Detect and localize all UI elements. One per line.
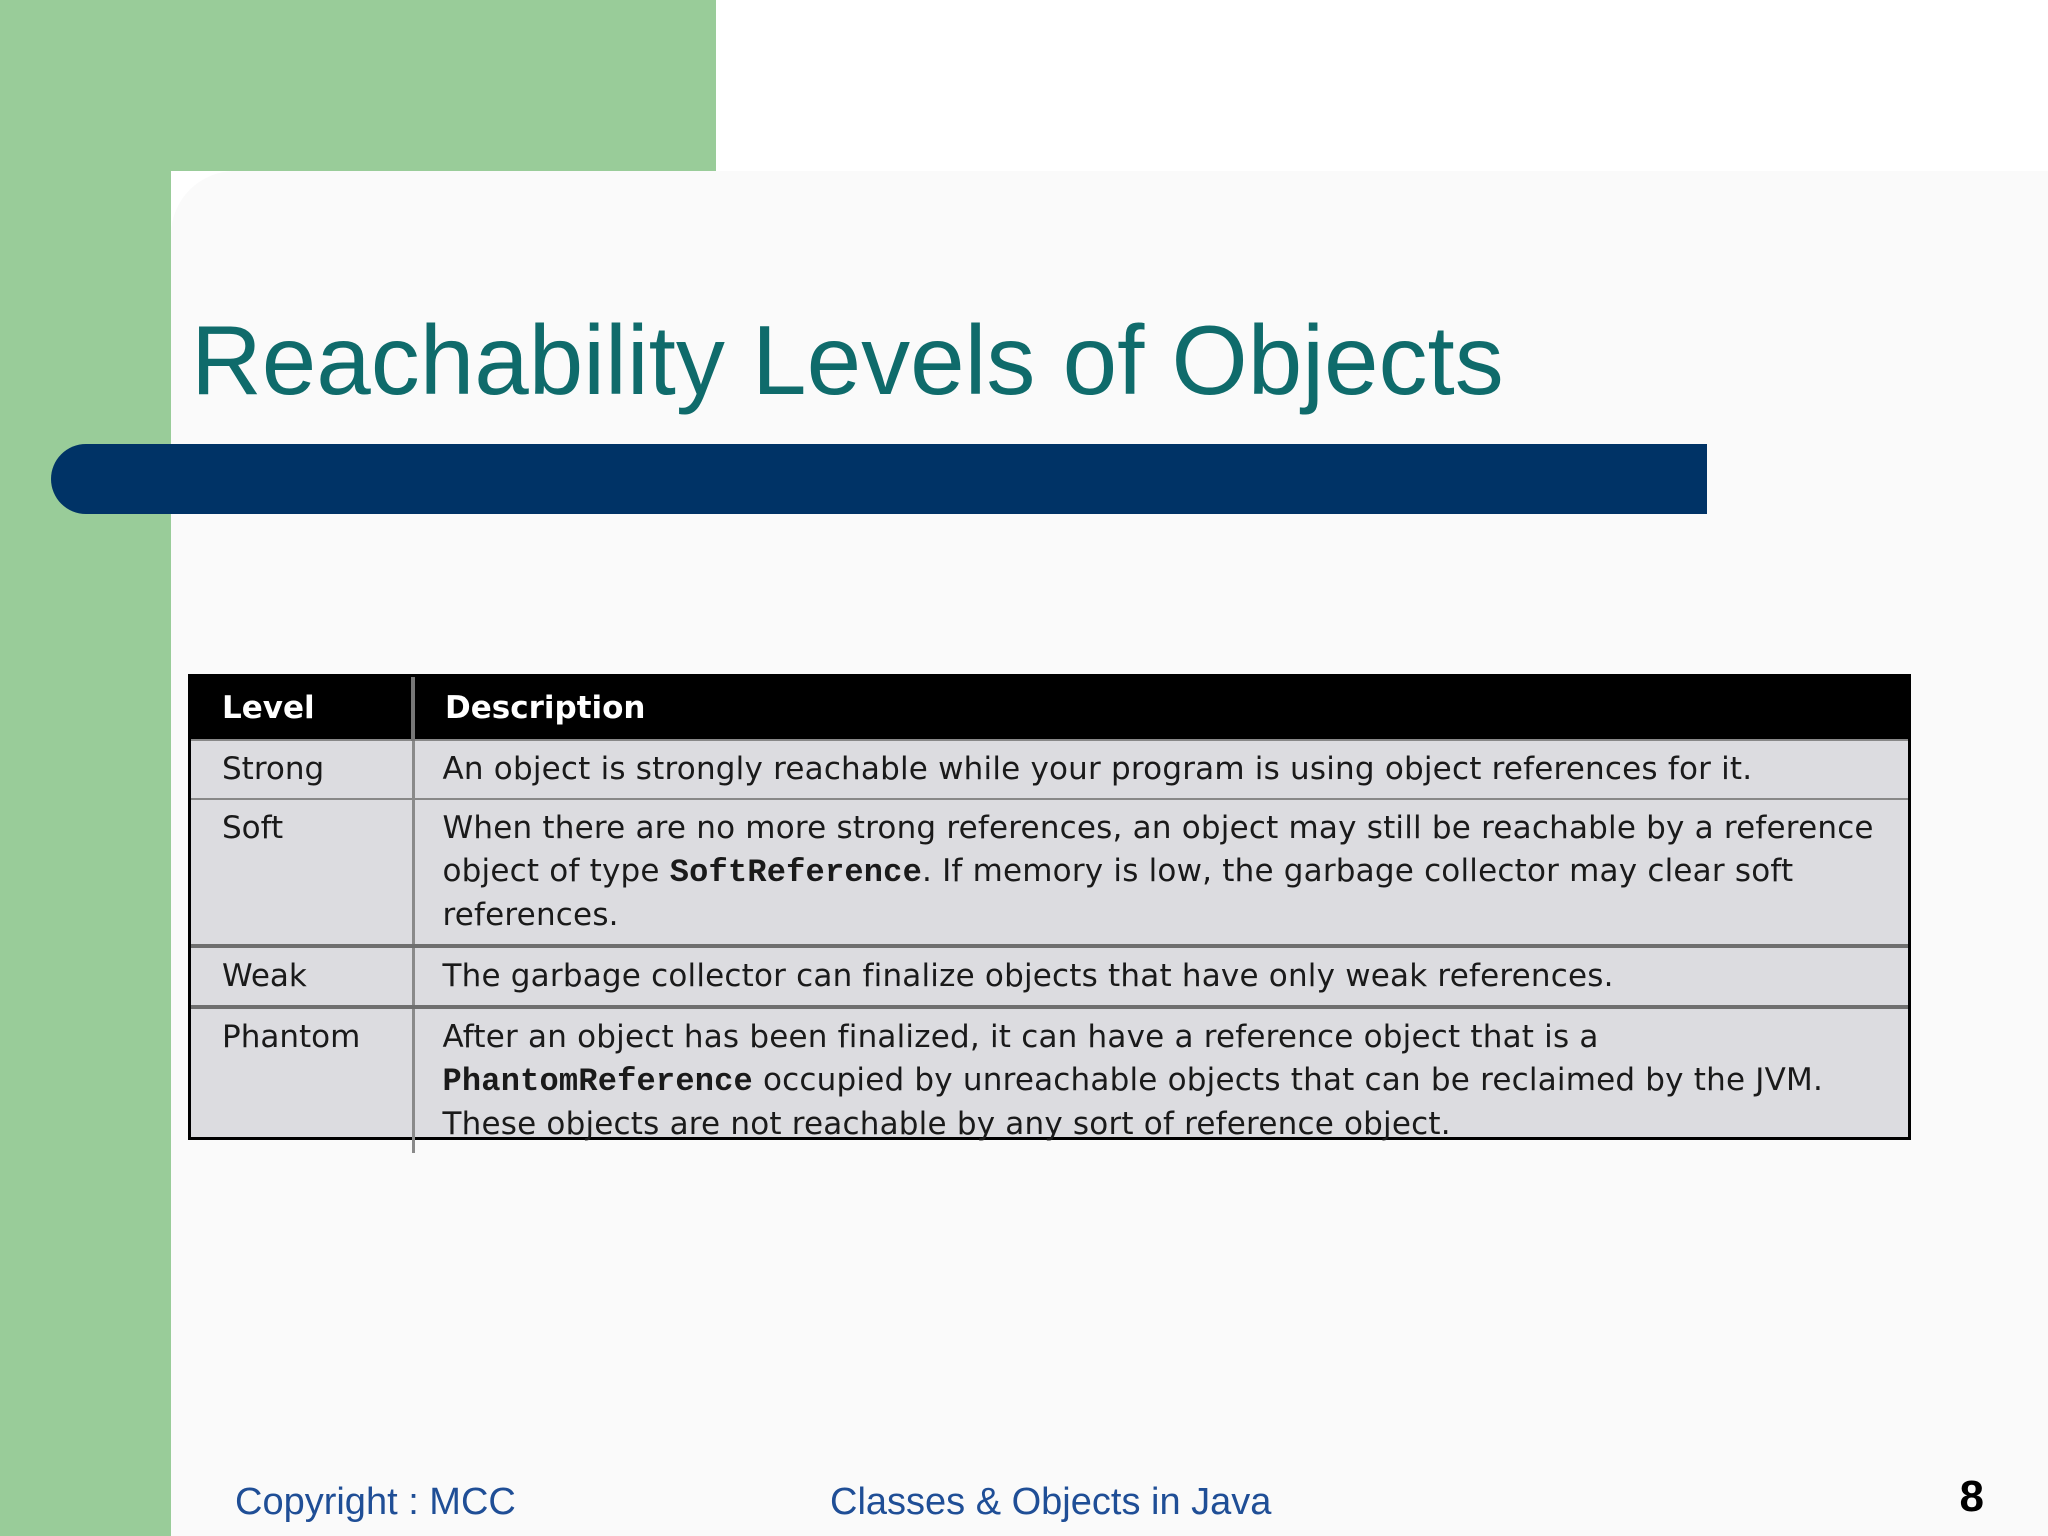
- description-text: . If memory is low, the garbage collector may clear soft references.: [442, 853, 1794, 933]
- level-cell: Soft: [191, 799, 413, 946]
- description-cell: [413, 1007, 1908, 1153]
- description-cell: [413, 799, 1908, 946]
- top-accent-band: [0, 0, 716, 171]
- footer-copyright: Copyright : MCC: [235, 1481, 516, 1523]
- level-cell: Phantom: [191, 1007, 413, 1153]
- description-cell: The garbage collector can finalize objects that have only weak references.: [413, 946, 1908, 1007]
- table-row: [191, 1007, 1908, 1153]
- title-underline-bar: [51, 444, 1707, 514]
- level-cell: Weak: [191, 946, 413, 1007]
- left-accent-band: [0, 0, 171, 1536]
- table-row: [191, 799, 1908, 946]
- description-cell: An object is strongly reachable while your program is using object references for it.: [413, 740, 1908, 799]
- table-row: [191, 740, 1908, 799]
- description-text: After an object has been finalized, it can have a reference object that is a: [442, 1019, 1599, 1055]
- description-text: When there are no more strong references, an object may still be reachable by a reference object of type: [442, 810, 1874, 889]
- reachability-table: [188, 674, 1911, 1140]
- header-level: Level: [191, 677, 413, 740]
- code-softreference: SoftReference: [669, 854, 922, 891]
- page-number: 8: [1959, 1472, 1984, 1521]
- level-cell: Strong: [191, 740, 413, 799]
- reachability-table-grid: [191, 677, 1908, 1153]
- table-header-row: [191, 677, 1908, 740]
- code-phantomreference: PhantomReference: [442, 1063, 753, 1100]
- description-text: occupied by unreachable objects that can be reclaimed by the JVM. These objects are not reachable by any sort of reference object.: [442, 1062, 1824, 1142]
- header-description: Description: [413, 677, 1908, 740]
- footer-topic: Classes & Objects in Java: [830, 1481, 1272, 1523]
- slide-title: Reachability Levels of Objects: [191, 305, 1504, 415]
- table-row: [191, 946, 1908, 1007]
